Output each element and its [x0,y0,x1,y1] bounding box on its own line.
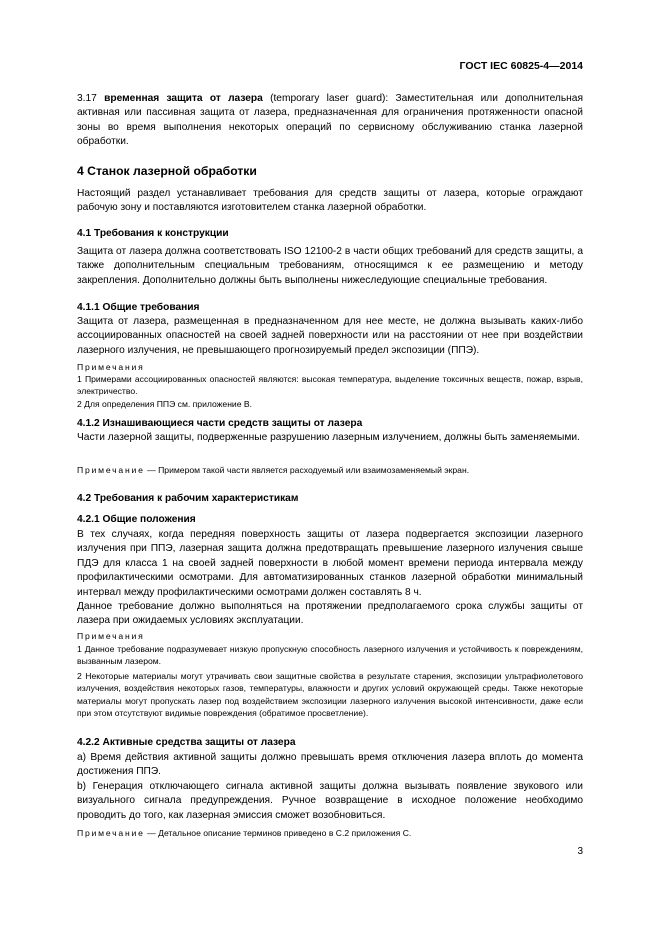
section-4-2-2-body [77,751,583,823]
section-4-1-body [77,245,583,288]
definition-3-17 [77,92,583,150]
note-1: 1 Примерами ассоциированных опасностей являются: высокая температура, выделение токсичных веществ, пожар, взрыв, электричество. [77,374,583,397]
section-4-1-1-text: Защита от лазера, размещенная в предназначенном для нее месте, не должна вызывать каких-либо ассоциированных опасностей на своей задней поверхности или на расстоянии от нее при воздействии лазерного излучения, не превышающего прогнозируемый предел экспозиции (ППЭ). [77,316,583,356]
section-4-1-1-body [77,315,583,358]
item-a: а) Время действия активной защиты должно превышать время отключения лазера вплоть до момента достижения ППЭ. [77,752,583,778]
section-4-2-1-body [77,528,583,629]
definition-number: 3.17 [77,93,105,104]
note-text: — Примером такой части является расходуемый или взаимозаменяемый экран. [144,465,470,475]
section-4-intro-text: Настоящий раздел устанавливает требования для средств защиты от лазера, которые ограждают рабочую зону и поставляются изготовителем станка лазерной обработки. [77,188,583,214]
note-text: — Детальное описание терминов приведено в С.2 приложения С. [144,828,412,838]
item-b: b) Генерация отключающего сигнала активной защиты должна вызывать появление звукового или визуального сигнала предупреждения. Ручное возвращение в исходное положение необходимо проводить до того, как лазерная эмиссия сможет возобновиться. [77,780,583,821]
section-4-2-1-text-1: В тех случаях, когда передняя поверхность защиты от лазера подвергается экспозиции лазерного излучения при ППЭ, лазерная защита должна предотвращать превышение лазерного излучения свыше ПДЭ для класса 1 на своей задней поверхности в любой момент времени периода интервала между профилактическими осмотрами. Для автоматизированных станков лазерной обработки минимальный интервал между профилактическими осмотрами должен составлять 8 ч. [77,529,583,598]
notes-heading: Примечания [77,362,145,372]
section-4-1-1-title: 4.1.1 Общие требования [77,302,200,313]
section-4-2-2-title: 4.2.2 Активные средства защиты от лазера [77,737,296,748]
section-4-title: 4 Станок лазерной обработки [77,164,257,178]
notes-4-2-1 [77,643,583,719]
section-4-intro [77,187,583,216]
note-heading: Примечание [77,465,145,475]
note-1: 1 Данное требование подразумевает низкую пропускную способность лазерного излучения и устойчивость к повреждениям, вызванным лазером. [77,644,583,667]
section-4-2-1-text-2: Данное требование должно выполняться на протяжении предполагаемого срока службы защиты от лазера при ожидаемых условиях эксплуатации. [77,601,583,627]
definition-text: (temporary laser guard): Заместительная или дополнительная активная или пассивная защита от лазера, предназначенная для ограничения протяженности опасной зоны во время выполнения некоторых операций по сервисному обслуживанию станка лазерной обработки. [77,93,583,148]
page-number: 3 [577,846,583,857]
section-4-1-title: 4.1 Требования к конструкции [77,228,229,239]
standard-code: ГОСТ IEC 60825-4—2014 [459,60,583,72]
section-4-1-2-title: 4.1.2 Изнашивающиеся части средств защиты от лазера [77,418,363,429]
section-4-1-2-text: Части лазерной защиты, подверженные разрушению лазерным излучением, должны быть заменяемыми. [77,432,580,443]
notes-4-1-1 [77,373,583,410]
section-4-1-text: Защита от лазера должна соответствовать ISO 12100-2 в части общих требований для средств защиты, а также дополнительным специальным требованиям, относящимся к ее размещению и методу закрепления. Дополнительно должны быть выполнены нижеследующие специальные требования. [77,246,583,286]
section-4-1-2-body [77,431,583,445]
note-4-1-2 [77,464,583,476]
section-4-2-1-title: 4.2.1 Общие положения [77,514,196,525]
note-2: 2 Некоторые материалы могут утрачивать свои защитные свойства в результате старения, экспозиции ультрафиолетового излучения, воздействия некоторых газов, температуры, влажности и других условий окружающей среды. Также некоторые материалы могут пропускать лазер под воздействием экспозиции лазерного излучения высокой интенсивности, даже если при этом отсутствуют видимые повреждения (обратимое просветление). [77,670,583,719]
note-2: 2 Для определения ППЭ см. приложение В. [77,398,253,409]
definition-term: временная защита от лазера [104,93,263,104]
notes-heading-4-2-1: Примечания [77,631,145,641]
section-4-2-title: 4.2 Требования к рабочим характеристикам [77,493,299,504]
note-4-2-2 [77,827,583,839]
note-heading: Примечание [77,828,145,838]
